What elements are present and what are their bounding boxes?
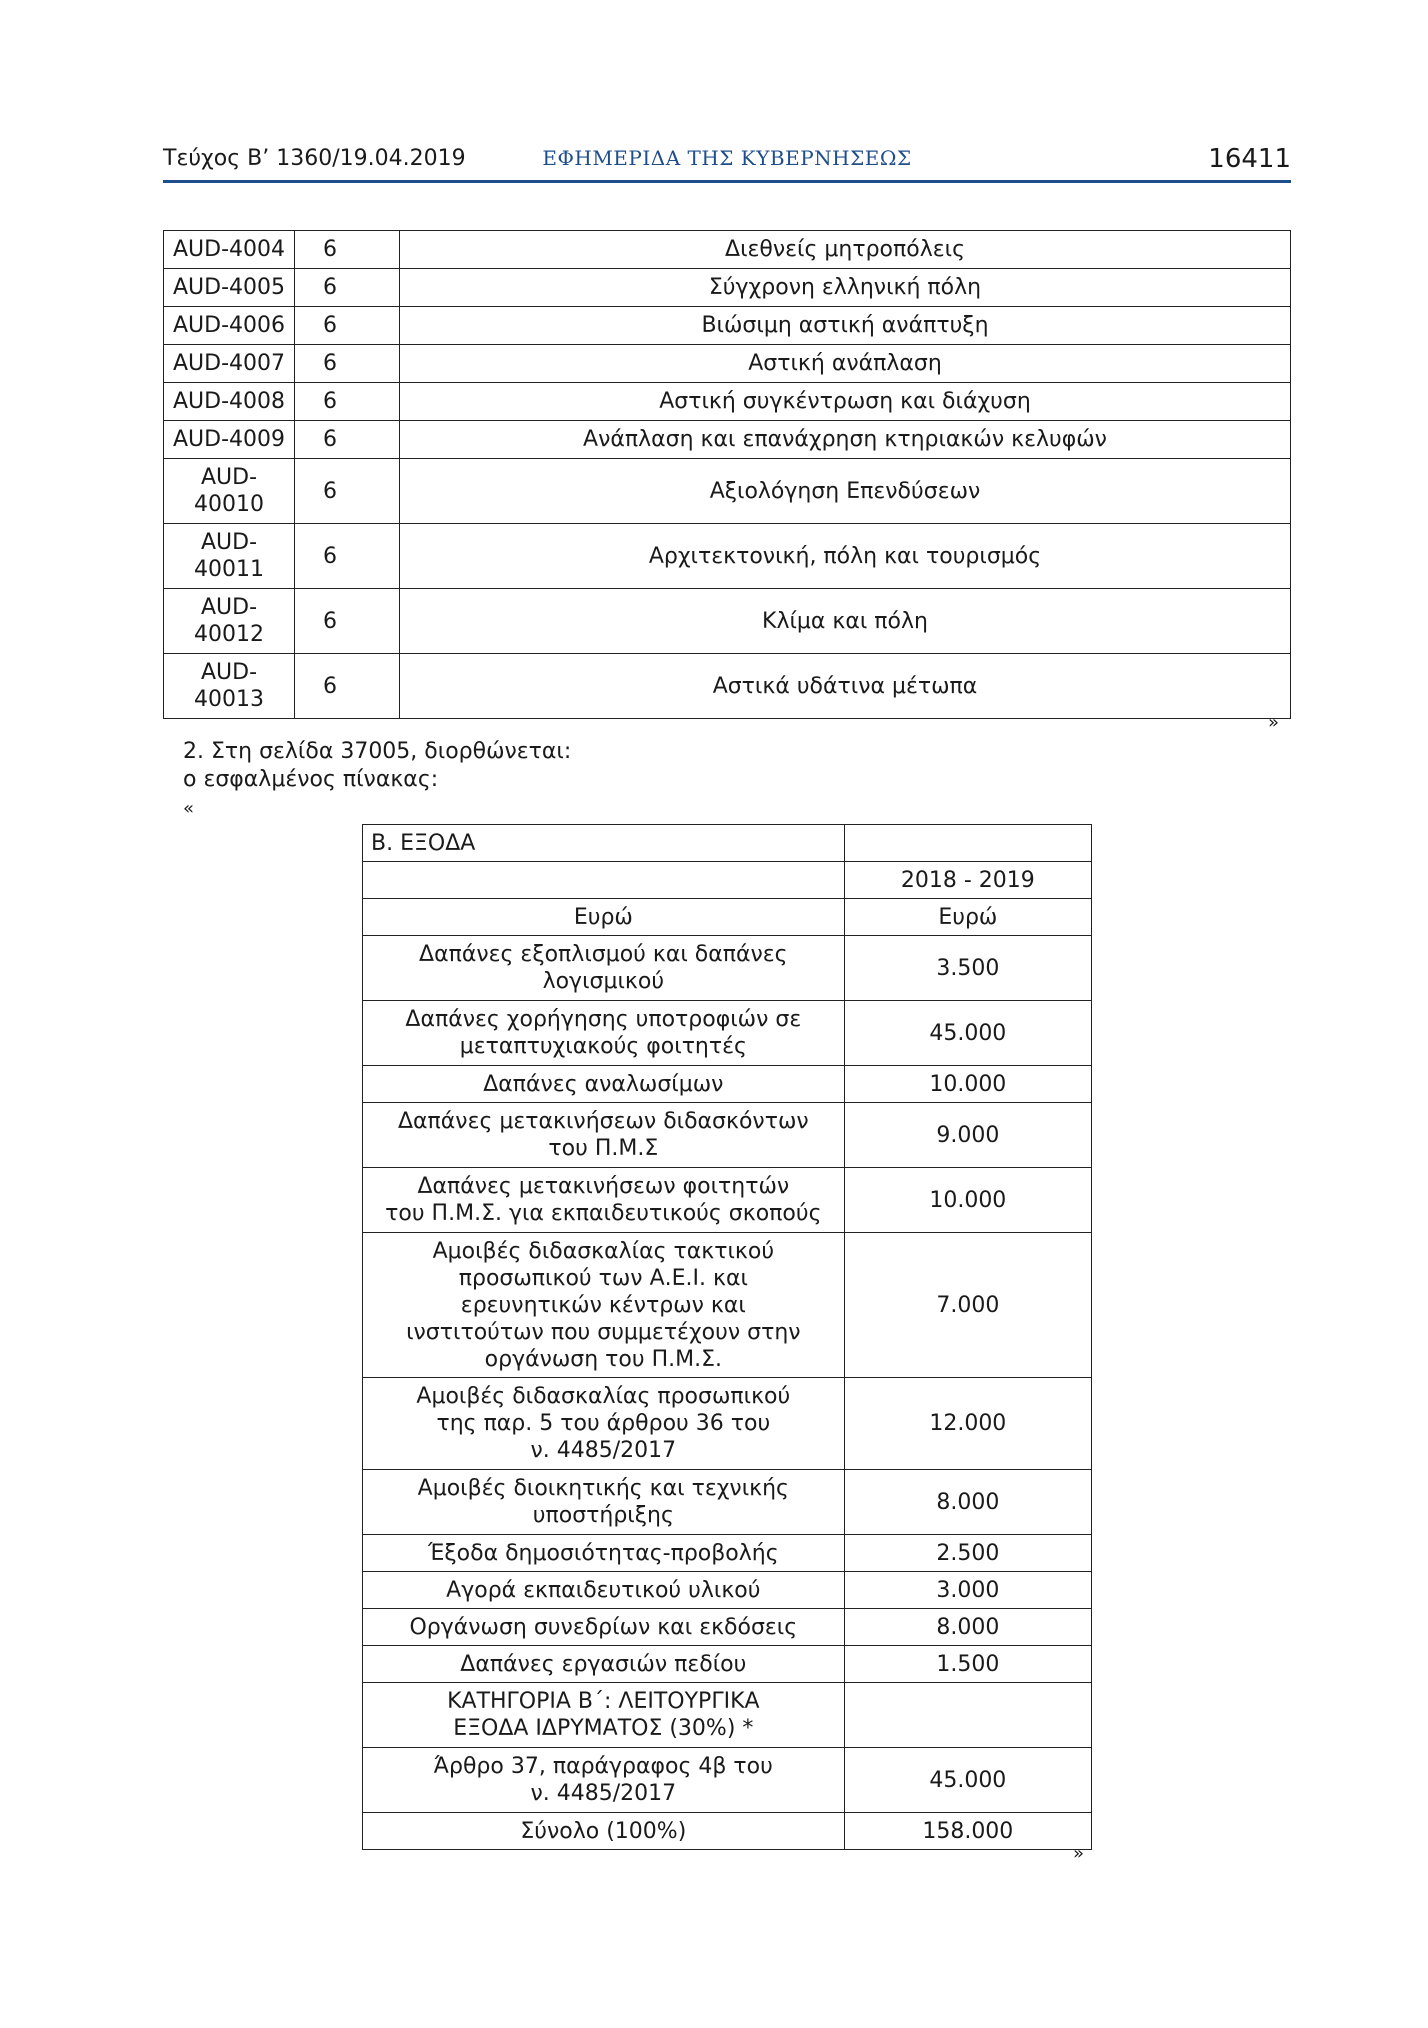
- expense-description-line: ΚΑΤΗΓΟΡΙΑ Β΄: ΛΕΙΤΟΥΡΓΙΚΑ: [447, 1689, 760, 1714]
- course-title: Σύγχρονη ελληνική πόλη: [400, 269, 1291, 307]
- expense-description-line: οργάνωση του Π.Μ.Σ.: [484, 1346, 723, 1372]
- expense-row: [363, 936, 1092, 1001]
- course-row: [164, 383, 1291, 421]
- expense-description: [363, 1535, 845, 1572]
- course-title: Αρχιτεκτονική, πόλη και τουρισμός: [400, 524, 1291, 589]
- expense-description: [363, 1609, 845, 1646]
- expense-amount: 9.000: [844, 1103, 1091, 1168]
- course-code-line: AUD-: [200, 595, 258, 620]
- expense-description: [363, 936, 845, 1001]
- course-code: AUD-4009: [164, 421, 295, 459]
- course-title: Βιώσιμη αστική ανάπτυξη: [400, 307, 1291, 345]
- expense-description-line: ΕΞΟΔΑ ΙΔΡΥΜΑΤΟΣ (30%) *: [453, 1716, 754, 1741]
- course-ects: 6: [295, 383, 400, 421]
- expense-description-line: προσωπικού των Α.Ε.Ι. και: [458, 1265, 748, 1291]
- course-title: Αστική συγκέντρωση και διάχυση: [400, 383, 1291, 421]
- expense-amount: 158.000: [844, 1813, 1091, 1850]
- expense-description: [363, 1378, 845, 1470]
- course-ects: 6: [295, 231, 400, 269]
- unit-label-desc: Ευρώ: [363, 899, 845, 936]
- expense-description: [363, 1001, 845, 1066]
- course-code: AUD-4005: [164, 269, 295, 307]
- expense-description-line: μεταπτυχιακούς φοιτητές: [459, 1034, 747, 1059]
- course-code-line: AUD-: [200, 660, 258, 685]
- expense-description-line: Δαπάνες εργασιών πεδίου: [460, 1651, 747, 1677]
- course-row: [164, 269, 1291, 307]
- expense-row: [363, 1470, 1092, 1535]
- course-code: [164, 589, 295, 654]
- expense-title-row: [363, 825, 1092, 862]
- course-title: Αστικά υδάτινα μέτωπα: [400, 654, 1291, 719]
- empty-cell: [844, 825, 1091, 862]
- expense-description-line: του Π.Μ.Σ: [548, 1136, 659, 1161]
- course-code: AUD-4008: [164, 383, 295, 421]
- course-title: Αξιολόγηση Επενδύσεων: [400, 459, 1291, 524]
- expense-description-line: Δαπάνες αναλωσίμων: [483, 1071, 724, 1097]
- expense-amount: 8.000: [844, 1609, 1091, 1646]
- expense-description: [363, 1683, 845, 1748]
- expense-amount: 1.500: [844, 1646, 1091, 1683]
- expense-description-line: Σύνολο (100%): [520, 1818, 687, 1844]
- expense-description: [363, 1168, 845, 1233]
- closing-quote-mark-2: »: [1073, 1843, 1085, 1864]
- expense-amount: [844, 1683, 1091, 1748]
- course-ects: 6: [295, 421, 400, 459]
- course-title: Διεθνείς μητροπόλεις: [400, 231, 1291, 269]
- expense-amount: 10.000: [844, 1168, 1091, 1233]
- course-code: AUD-4004: [164, 231, 295, 269]
- expense-description-line: ερευνητικών κέντρων και: [460, 1292, 746, 1318]
- expense-amount: 12.000: [844, 1378, 1091, 1470]
- course-ects: 6: [295, 345, 400, 383]
- expense-row: [363, 1066, 1092, 1103]
- correction-note-line-1: 2. Στη σελίδα 37005, διορθώνεται:: [183, 739, 572, 764]
- course-title: Κλίμα και πόλη: [400, 589, 1291, 654]
- course-row: [164, 654, 1291, 719]
- course-row: [164, 459, 1291, 524]
- expense-description: [363, 1572, 845, 1609]
- expense-row: [363, 1813, 1092, 1850]
- expense-row: [363, 1609, 1092, 1646]
- expense-row: [363, 1748, 1092, 1813]
- expense-description-line: Δαπάνες μετακινήσεων διδασκόντων: [397, 1109, 809, 1134]
- expense-amount: 10.000: [844, 1066, 1091, 1103]
- closing-quote-mark: »: [1268, 712, 1280, 733]
- course-code: AUD-4006: [164, 307, 295, 345]
- expense-amount: 8.000: [844, 1470, 1091, 1535]
- gazette-title: ΕΦΗΜΕΡΙΔΑ ΤΗΣ ΚΥΒΕΡΝΗΣΕΩΣ: [542, 146, 912, 170]
- expense-description-line: Αμοιβές διδασκαλίας τακτικού: [432, 1238, 775, 1264]
- course-code: AUD-4007: [164, 345, 295, 383]
- expense-description: [363, 1646, 845, 1683]
- expense-amount: 3.500: [844, 936, 1091, 1001]
- expense-description: [363, 1233, 845, 1378]
- expense-amount: 2.500: [844, 1535, 1091, 1572]
- course-ects: 6: [295, 269, 400, 307]
- course-row: [164, 231, 1291, 269]
- expense-description-line: ινστιτούτων που συμμετέχουν στην: [406, 1319, 801, 1345]
- expense-row: [363, 1378, 1092, 1470]
- header-rule: [163, 180, 1291, 183]
- expense-description: [363, 1470, 845, 1535]
- expense-description-line: Αμοιβές διοικητικής και τεχνικής: [417, 1476, 789, 1501]
- course-code-line: 40011: [194, 557, 264, 582]
- expense-table: [362, 824, 1092, 1850]
- expense-row: [363, 1233, 1092, 1378]
- expense-description-line: Αμοιβές διδασκαλίας προσωπικού: [416, 1384, 791, 1409]
- expense-description: [363, 1066, 845, 1103]
- course-ects: 6: [295, 654, 400, 719]
- course-row: [164, 524, 1291, 589]
- course-code-line: AUD-: [200, 465, 258, 490]
- unit-label-amount: Ευρώ: [844, 899, 1091, 936]
- expense-row: [363, 1646, 1092, 1683]
- course-title: Αστική ανάπλαση: [400, 345, 1291, 383]
- expense-row: [363, 1535, 1092, 1572]
- expense-row: [363, 1683, 1092, 1748]
- expense-description-line: Δαπάνες εξοπλισμού και δαπάνες: [419, 942, 788, 967]
- expense-description-line: Άρθρο 37, παράγραφος 4β του: [433, 1754, 773, 1779]
- expense-row: [363, 1103, 1092, 1168]
- expense-row: [363, 1168, 1092, 1233]
- course-row: [164, 307, 1291, 345]
- expense-description-line: Αγορά εκπαιδευτικού υλικού: [446, 1577, 761, 1603]
- issue-reference: Τεύχος Β’ 1360/19.04.2019: [163, 146, 466, 171]
- course-ects: 6: [295, 459, 400, 524]
- expense-description-line: Δαπάνες μετακινήσεων φοιτητών: [417, 1174, 790, 1199]
- expense-description-line: του Π.Μ.Σ. για εκπαιδευτικούς σκοπούς: [385, 1201, 822, 1226]
- course-table: [163, 230, 1291, 719]
- expense-description-line: Οργάνωση συνεδρίων και εκδόσεις: [409, 1614, 798, 1640]
- course-ects: 6: [295, 307, 400, 345]
- expense-amount: 45.000: [844, 1748, 1091, 1813]
- expense-table-title: Β. ΕΞΟΔΑ: [363, 825, 845, 862]
- course-row: [164, 421, 1291, 459]
- period-label: 2018 - 2019: [844, 862, 1091, 899]
- expense-description-line: ν. 4485/2017: [530, 1781, 677, 1806]
- opening-quote-mark: «: [183, 798, 195, 819]
- expense-description-line: λογισμικού: [542, 969, 665, 994]
- correction-note-line-2: ο εσφαλμένος πίνακας:: [183, 767, 439, 792]
- expense-period-row: [363, 862, 1092, 899]
- expense-unit-row: [363, 899, 1092, 936]
- course-row: [164, 345, 1291, 383]
- course-row: [164, 589, 1291, 654]
- course-code: [164, 524, 295, 589]
- expense-row: [363, 1572, 1092, 1609]
- expense-amount: 7.000: [844, 1233, 1091, 1378]
- page-number: 16411: [1208, 144, 1291, 174]
- expense-description-line: Δαπάνες χορήγησης υποτροφιών σε: [405, 1007, 802, 1032]
- course-code-line: 40010: [194, 492, 264, 517]
- empty-cell: [363, 862, 845, 899]
- expense-description: [363, 1813, 845, 1850]
- course-code: [164, 459, 295, 524]
- course-code-line: 40012: [194, 622, 264, 647]
- expense-amount: 45.000: [844, 1001, 1091, 1066]
- course-code: [164, 654, 295, 719]
- course-code-line: AUD-: [200, 530, 258, 555]
- course-ects: 6: [295, 589, 400, 654]
- expense-description: [363, 1748, 845, 1813]
- course-title: Ανάπλαση και επανάχρηση κτηριακών κελυφών: [400, 421, 1291, 459]
- expense-row: [363, 1001, 1092, 1066]
- expense-description-line: ν. 4485/2017: [530, 1438, 677, 1463]
- course-code-line: 40013: [194, 687, 264, 712]
- expense-description: [363, 1103, 845, 1168]
- expense-amount: 3.000: [844, 1572, 1091, 1609]
- expense-description-line: της παρ. 5 του άρθρου 36 του: [436, 1411, 771, 1436]
- course-ects: 6: [295, 524, 400, 589]
- expense-description-line: Έξοδα δημοσιότητας-προβολής: [428, 1540, 779, 1566]
- page-header: [163, 146, 1291, 180]
- expense-description-line: υποστήριξης: [532, 1503, 674, 1528]
